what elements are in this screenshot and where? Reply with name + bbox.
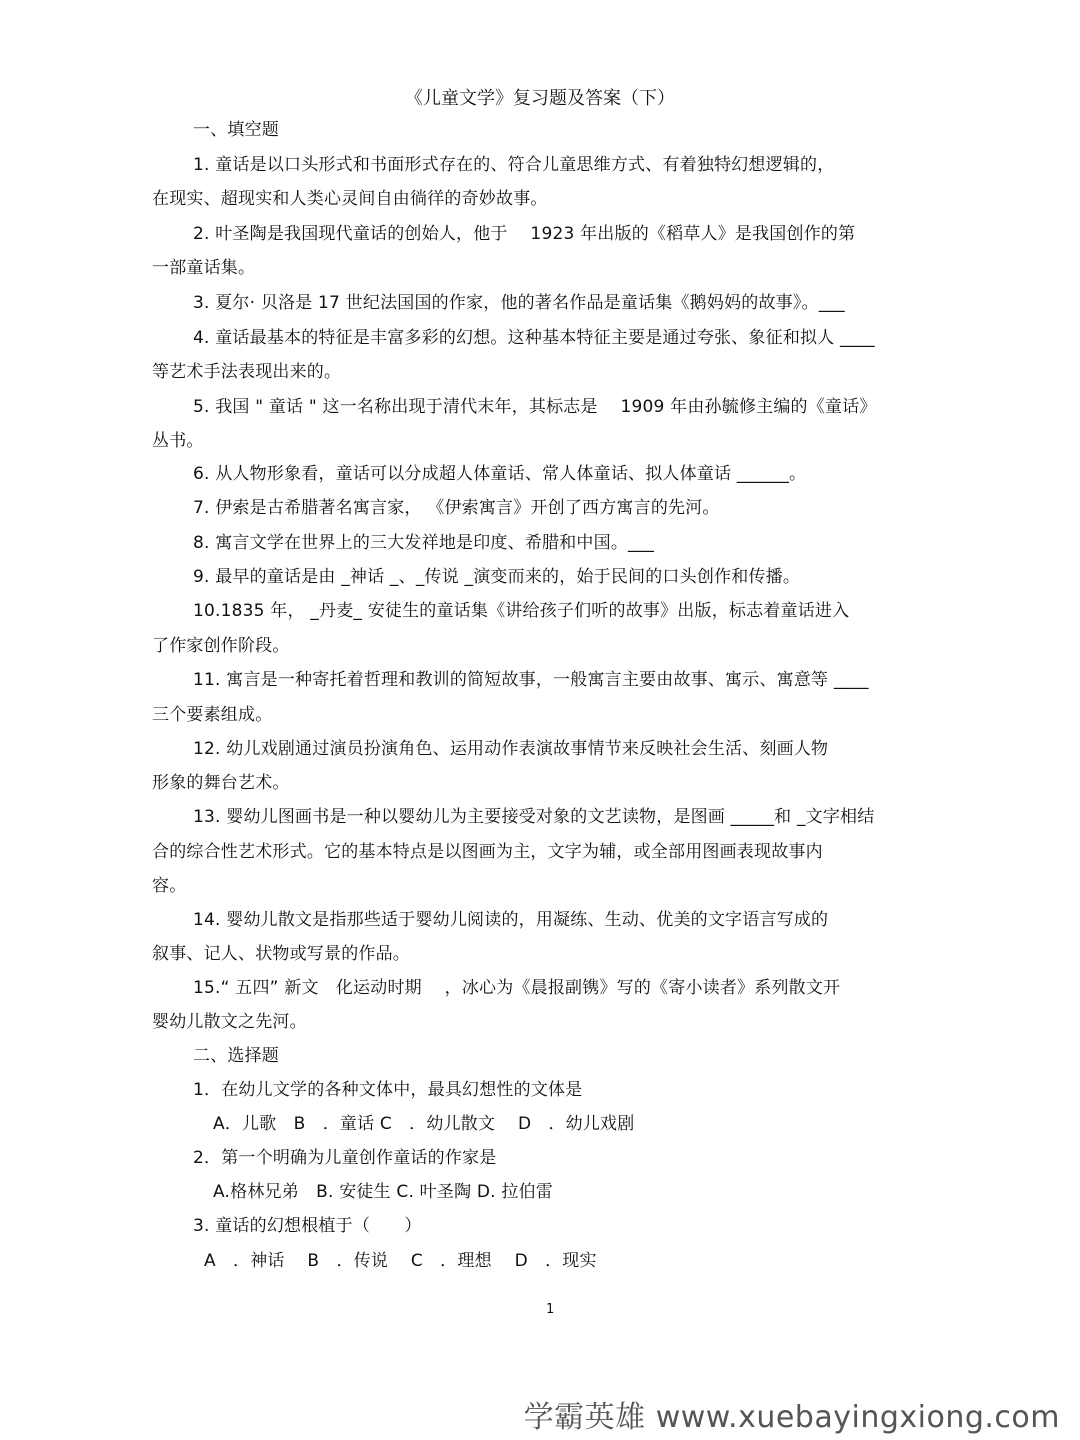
question-line: 形象的舞台艺术。 xyxy=(152,773,290,793)
question-line: 5. 我国 " 童话 " 这一名称出现于清代末年，其标志是 1909 年由孙毓修主编的《童话》 xyxy=(193,397,877,417)
question-line: 3. 童话的幻想根植于（ ） xyxy=(193,1216,422,1236)
watermark: 学霸英雄 www.xuebayingxiong.com xyxy=(523,1400,1060,1435)
question-line: 1．在幼儿文学的各种文体中，最具幻想性的文体是 xyxy=(193,1080,583,1100)
question-line: 11. 寓言是一种寄托着哲理和教训的简短故事，一般寓言主要由故事、寓示、寓意等 ____ xyxy=(193,670,869,690)
question-line: 15.“ 五四” 新文 化运动时期 ，冰心为《晨报副镌》写的《寄小读者》系列散文开 xyxy=(193,978,841,998)
answer-options: A．儿歌 B ．童话 C ．幼儿散文 D ．幼儿戏剧 xyxy=(213,1114,635,1134)
question-line: 一部童话集。 xyxy=(152,258,256,278)
question-line: 9. 最早的童话是由 _神话 _、_传说 _演变而来的，始于民间的口头创作和传播。 xyxy=(193,567,801,587)
question-line: 6. 从人物形象看，童话可以分成超人体童话、常人体童话、拟人体童话 ______。 xyxy=(193,464,807,484)
question-line: 丛书。 xyxy=(152,431,204,451)
question-line: 3. 夏尔· 贝洛是 17 世纪法国国的作家，他的著名作品是童话集《鹅妈妈的故事》。___ xyxy=(193,293,845,313)
question-line: 4. 童话最基本的特征是丰富多彩的幻想。这种基本特征主要是通过夸张、象征和拟人 ____ xyxy=(193,328,875,348)
answer-options: A ．神话 B ．传说 C ．理想 D ．现实 xyxy=(204,1251,597,1271)
answer-options: A.格林兄弟 B. 安徒生 C. 叶圣陶 D. 拉伯雷 xyxy=(213,1182,553,1202)
section-heading-choice: 二、选择题 xyxy=(193,1046,279,1066)
question-line: 合的综合性艺术形式。它的基本特点是以图画为主，文字为辅，或全部用图画表现故事内 xyxy=(152,842,823,862)
question-line: 2．第一个明确为儿童创作童话的作家是 xyxy=(193,1148,497,1168)
question-line: 叙事、记人、状物或写景的作品。 xyxy=(152,944,410,964)
question-line: 等艺术手法表现出来的。 xyxy=(152,362,342,382)
question-line: 在现实、超现实和人类心灵间自由徜徉的奇妙故事。 xyxy=(152,189,548,209)
question-line: 14. 婴幼儿散文是指那些适于婴幼儿阅读的，用凝练、生动、优美的文字语言写成的 xyxy=(193,910,829,930)
question-line: 了作家创作阶段。 xyxy=(152,636,290,656)
section-heading-fill: 一、填空题 xyxy=(193,120,279,140)
question-line: 13. 婴幼儿图画书是一种以婴幼儿为主要接受对象的文艺读物，是图画 _____和 _文字相结 xyxy=(193,807,875,827)
question-line: 三个要素组成。 xyxy=(152,705,273,725)
question-line: 婴幼儿散文之先河。 xyxy=(152,1012,307,1032)
question-line: 容。 xyxy=(152,876,187,896)
question-line: 2. 叶圣陶是我国现代童话的创始人，他于 1923 年出版的《稻草人》是我国创作的第 xyxy=(193,224,856,244)
page-title: 《儿童文学》复习题及答案（下） xyxy=(405,88,675,109)
question-line: 1. 童话是以口头形式和书面形式存在的、符合儿童思维方式、有着独特幻想逻辑的， xyxy=(193,155,835,175)
question-line: 8. 寓言文学在世界上的三大发祥地是印度、希腊和中国。___ xyxy=(193,533,655,553)
question-line: 10.1835 年， _丹麦_ 安徒生的童话集《讲给孩子们听的故事》出版，标志着童话进入 xyxy=(193,601,850,621)
question-line: 7. 伊索是古希腊著名寓言家， 《伊索寓言》开创了西方寓言的先河。 xyxy=(193,498,720,518)
page-number: 1 xyxy=(546,1302,555,1317)
question-line: 12. 幼儿戏剧通过演员扮演角色、运用动作表演故事情节来反映社会生活、刻画人物 xyxy=(193,739,829,759)
